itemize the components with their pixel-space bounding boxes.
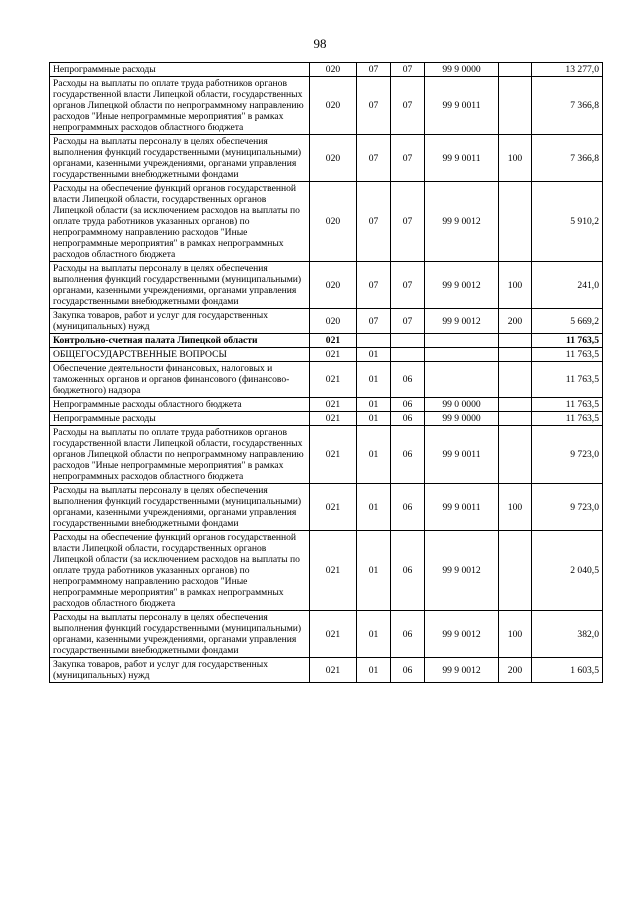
row-target-article-cell: 99 9 0012 <box>425 309 499 334</box>
row-amount-cell: 11 763,5 <box>532 334 603 348</box>
row-subsection-cell: 07 <box>391 77 425 135</box>
row-name-cell: Расходы на выплаты персоналу в целях обеспечения выполнения функций государственными (муниципальными) органами, казенными учреждениями, органами управления государственными внебюджетными фондами <box>50 611 310 658</box>
table-row <box>50 135 603 182</box>
row-section-cell: 01 <box>357 348 391 362</box>
row-section-cell: 01 <box>357 426 391 484</box>
row-amount-cell: 1 603,5 <box>532 658 603 683</box>
row-gr-code-cell: 021 <box>310 531 357 611</box>
row-amount-cell: 11 763,5 <box>532 362 603 398</box>
row-section-cell: 07 <box>357 77 391 135</box>
budget-table <box>49 62 603 683</box>
row-section-cell: 07 <box>357 309 391 334</box>
row-gr-code-cell: 021 <box>310 658 357 683</box>
row-target-article-cell: 99 9 0012 <box>425 182 499 262</box>
table-row <box>50 334 603 348</box>
table-row <box>50 531 603 611</box>
row-amount-cell: 5 669,2 <box>532 309 603 334</box>
table-row <box>50 362 603 398</box>
row-name-cell: Расходы на обеспечение функций органов государственной власти Липецкой области, государственных органов Липецкой области (за исключением расходов на выплаты по оплате труда работников указанных органов) по непрограммному направлению расходов "Иные непрограммные мероприятия" в рамках непрограммных расходов областного бюджета <box>50 182 310 262</box>
row-expense-type-cell <box>499 348 532 362</box>
row-target-article-cell: 99 9 0011 <box>425 77 499 135</box>
row-expense-type-cell <box>499 398 532 412</box>
row-amount-cell: 11 763,5 <box>532 348 603 362</box>
row-subsection-cell: 07 <box>391 135 425 182</box>
row-amount-cell: 9 723,0 <box>532 484 603 531</box>
row-expense-type-cell <box>499 77 532 135</box>
row-expense-type-cell: 100 <box>499 135 532 182</box>
row-gr-code-cell: 020 <box>310 262 357 309</box>
row-section-cell: 01 <box>357 531 391 611</box>
row-subsection-cell: 06 <box>391 531 425 611</box>
row-gr-code-cell: 021 <box>310 334 357 348</box>
row-expense-type-cell <box>499 182 532 262</box>
row-target-article-cell: 99 9 0011 <box>425 484 499 531</box>
table-row <box>50 658 603 683</box>
row-subsection-cell: 06 <box>391 426 425 484</box>
row-expense-type-cell: 200 <box>499 309 532 334</box>
row-amount-cell: 11 763,5 <box>532 398 603 412</box>
table-row <box>50 309 603 334</box>
row-amount-cell: 382,0 <box>532 611 603 658</box>
row-name-cell: Непрограммные расходы <box>50 63 310 77</box>
row-amount-cell: 7 366,8 <box>532 77 603 135</box>
row-gr-code-cell: 021 <box>310 611 357 658</box>
table-row <box>50 484 603 531</box>
row-name-cell: Расходы на выплаты по оплате труда работников органов государственной власти Липецкой области, государственных органов Липецкой области по непрограммному направлению расходов "Иные непрограммные мероприятия" в рамках непрограммных расходов областного бюджета <box>50 426 310 484</box>
row-subsection-cell: 06 <box>391 484 425 531</box>
row-amount-cell: 241,0 <box>532 262 603 309</box>
row-expense-type-cell <box>499 334 532 348</box>
row-expense-type-cell <box>499 531 532 611</box>
row-subsection-cell: 07 <box>391 63 425 77</box>
row-expense-type-cell <box>499 362 532 398</box>
row-expense-type-cell <box>499 426 532 484</box>
row-name-cell: Непрограммные расходы <box>50 412 310 426</box>
row-name-cell: Закупка товаров, работ и услуг для государственных (муниципальных) нужд <box>50 658 310 683</box>
row-expense-type-cell: 100 <box>499 484 532 531</box>
row-name-cell: ОБЩЕГОСУДАРСТВЕННЫЕ ВОПРОСЫ <box>50 348 310 362</box>
row-amount-cell: 11 763,5 <box>532 412 603 426</box>
row-name-cell: Закупка товаров, работ и услуг для государственных (муниципальных) нужд <box>50 309 310 334</box>
table-row <box>50 348 603 362</box>
row-gr-code-cell: 021 <box>310 484 357 531</box>
table-row <box>50 77 603 135</box>
row-name-cell: Расходы на выплаты персоналу в целях обеспечения выполнения функций государственными (муниципальными) органами, казенными учреждениями, органами управления государственными внебюджетными фондами <box>50 262 310 309</box>
table-row <box>50 182 603 262</box>
row-gr-code-cell: 020 <box>310 63 357 77</box>
table-row <box>50 398 603 412</box>
row-section-cell: 07 <box>357 182 391 262</box>
row-subsection-cell: 07 <box>391 262 425 309</box>
row-subsection-cell: 07 <box>391 309 425 334</box>
row-target-article-cell: 99 9 0012 <box>425 658 499 683</box>
row-gr-code-cell: 021 <box>310 426 357 484</box>
row-section-cell: 01 <box>357 484 391 531</box>
row-target-article-cell: 99 9 0012 <box>425 531 499 611</box>
row-target-article-cell: 99 9 0000 <box>425 63 499 77</box>
row-amount-cell: 5 910,2 <box>532 182 603 262</box>
table-row <box>50 412 603 426</box>
row-expense-type-cell <box>499 63 532 77</box>
row-gr-code-cell: 021 <box>310 362 357 398</box>
row-name-cell: Обеспечение деятельности финансовых, налоговых и таможенных органов и органов финансового (финансово-бюджетного) надзора <box>50 362 310 398</box>
row-target-article-cell <box>425 334 499 348</box>
row-target-article-cell: 99 9 0011 <box>425 135 499 182</box>
row-gr-code-cell: 021 <box>310 398 357 412</box>
row-name-cell: Контрольно-счетная палата Липецкой области <box>50 334 310 348</box>
row-subsection-cell: 06 <box>391 611 425 658</box>
row-name-cell: Непрограммные расходы областного бюджета <box>50 398 310 412</box>
row-section-cell: 01 <box>357 398 391 412</box>
row-amount-cell: 9 723,0 <box>532 426 603 484</box>
row-gr-code-cell: 020 <box>310 135 357 182</box>
row-amount-cell: 2 040,5 <box>532 531 603 611</box>
row-target-article-cell: 99 9 0000 <box>425 412 499 426</box>
row-subsection-cell: 06 <box>391 398 425 412</box>
row-name-cell: Расходы на выплаты персоналу в целях обеспечения выполнения функций государственными (муниципальными) органами, казенными учреждениями, органами управления государственными внебюджетными фондами <box>50 135 310 182</box>
row-subsection-cell <box>391 334 425 348</box>
row-section-cell: 07 <box>357 262 391 309</box>
row-section-cell: 01 <box>357 412 391 426</box>
row-target-article-cell <box>425 348 499 362</box>
row-section-cell: 01 <box>357 362 391 398</box>
table-row <box>50 426 603 484</box>
row-section-cell <box>357 334 391 348</box>
row-gr-code-cell: 021 <box>310 412 357 426</box>
row-section-cell: 01 <box>357 658 391 683</box>
table-row <box>50 262 603 309</box>
row-gr-code-cell: 021 <box>310 348 357 362</box>
row-expense-type-cell: 200 <box>499 658 532 683</box>
row-target-article-cell: 99 0 0000 <box>425 398 499 412</box>
row-target-article-cell: 99 9 0011 <box>425 426 499 484</box>
row-section-cell: 07 <box>357 63 391 77</box>
row-target-article-cell: 99 9 0012 <box>425 262 499 309</box>
row-amount-cell: 7 366,8 <box>532 135 603 182</box>
row-subsection-cell: 07 <box>391 182 425 262</box>
row-expense-type-cell: 100 <box>499 262 532 309</box>
row-name-cell: Расходы на обеспечение функций органов государственной власти Липецкой области, государственных органов Липецкой области (за исключением расходов на выплаты по оплате труда работников указанных органов) по непрограммному направлению расходов "Иные непрограммные мероприятия" в рамках непрограммных расходов областного бюджета <box>50 531 310 611</box>
row-gr-code-cell: 020 <box>310 77 357 135</box>
row-section-cell: 01 <box>357 611 391 658</box>
row-target-article-cell: 99 9 0012 <box>425 611 499 658</box>
row-amount-cell: 13 277,0 <box>532 63 603 77</box>
row-gr-code-cell: 020 <box>310 182 357 262</box>
row-section-cell: 07 <box>357 135 391 182</box>
page-number: 98 <box>313 36 327 51</box>
table-row <box>50 63 603 77</box>
row-subsection-cell: 06 <box>391 412 425 426</box>
row-expense-type-cell <box>499 412 532 426</box>
row-target-article-cell <box>425 362 499 398</box>
row-subsection-cell: 06 <box>391 658 425 683</box>
row-subsection-cell <box>391 348 425 362</box>
row-expense-type-cell: 100 <box>499 611 532 658</box>
budget-table-body <box>50 63 603 683</box>
row-subsection-cell: 06 <box>391 362 425 398</box>
row-name-cell: Расходы на выплаты персоналу в целях обеспечения выполнения функций государственными (муниципальными) органами, казенными учреждениями, органами управления государственными внебюджетными фондами <box>50 484 310 531</box>
row-gr-code-cell: 020 <box>310 309 357 334</box>
table-row <box>50 611 603 658</box>
row-name-cell: Расходы на выплаты по оплате труда работников органов государственной власти Липецкой области, государственных органов Липецкой области по непрограммному направлению расходов "Иные непрограммные мероприятия" в рамках непрограммных расходов областного бюджета <box>50 77 310 135</box>
